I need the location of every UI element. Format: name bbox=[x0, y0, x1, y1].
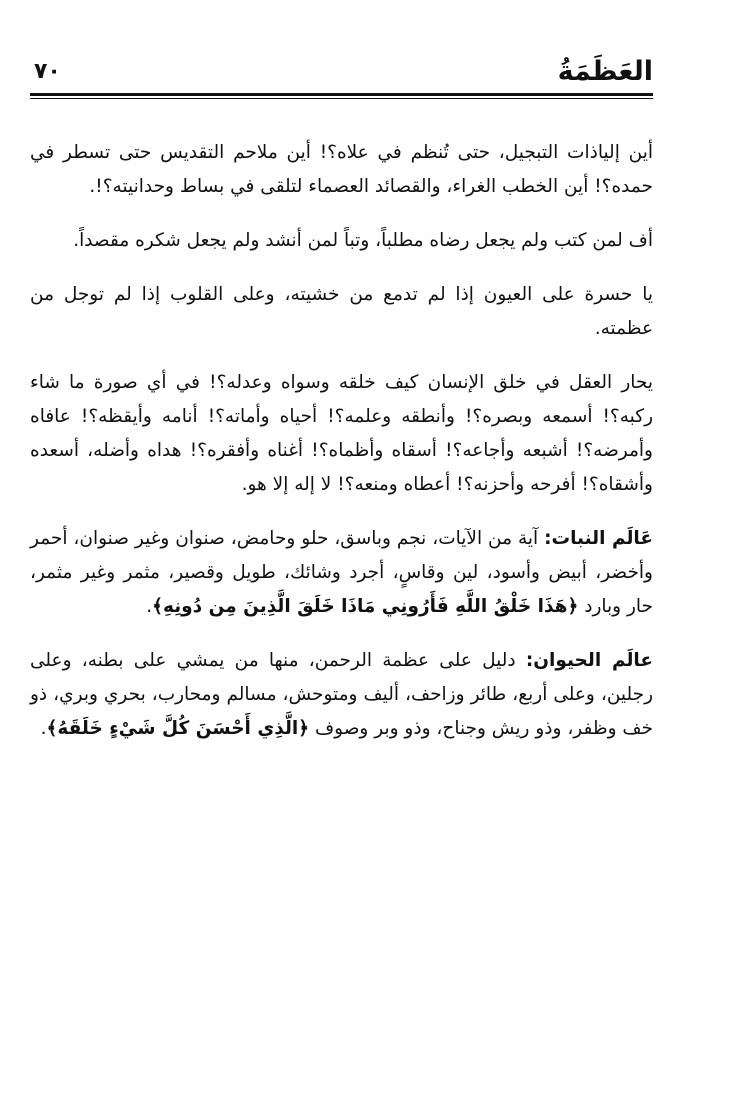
running-title: العَظَمَةُ bbox=[557, 56, 653, 87]
page-header bbox=[30, 52, 653, 92]
quran-verse: ﴿الَّذِي أَحْسَنَ كُلَّ شَيْءٍ خَلَقَهُ﴾ bbox=[46, 718, 310, 739]
body-text bbox=[30, 136, 653, 766]
paragraph-text: يا حسرة على العيون إذا لم تدمع من خشيته، وعلى القلوب إذا لم توجل من عظمته. bbox=[30, 284, 653, 339]
paragraph-human-creation bbox=[30, 366, 653, 502]
header-rule-thin bbox=[30, 98, 653, 99]
paragraph-end: . bbox=[146, 596, 153, 617]
header-rule-thick bbox=[30, 93, 653, 96]
quran-verse: ﴿هَذَا خَلْقُ اللَّهِ فَأَرُونِي مَاذَا خَلَقَ الَّذِينَ مِن دُونِهِ﴾ bbox=[152, 596, 579, 617]
paragraph-text: دليل على عظمة الرحمن، منها من يمشي على بطنه، وعلى رجلين، وعلى أربع، طائر وزاحف، أليف ومتوحش، مسالم ومحارب، بحري وبري، ذو خف وظفر، وذو ريش وجناح، وذو وبر وصوف bbox=[30, 650, 653, 739]
page-number: ٧٠ bbox=[34, 59, 61, 84]
paragraph-text: أين إلياذات التبجيل، حتى تُنظم في علاه؟! أين ملاحم التقديس حتى تسطر في حمده؟! أين الخطب الغراء، والقصائد العصماء لتلقى في بساط وحدانيته؟!. bbox=[30, 142, 653, 197]
paragraph-text: آية من الآيات، نجم وباسق، حلو وحامض، صنوان وغير صنوان، أحمر وأخضر، أبيض وأسود، لين وقاسٍ، أجرد وشائك، طويل وقصير، مثمر وغير مثمر، حار وبارد bbox=[30, 528, 653, 617]
paragraph-end: . bbox=[40, 718, 47, 739]
paragraph-text: يحار العقل في خلق الإنسان كيف خلقه وسواه وعدله؟! في أي صورة ما شاء ركبه؟! أسمعه وبصره؟! وأنطقه وعلمه؟! أحياه وأماته؟! أنامه وأيقظه؟! عافاه وأمرضه؟! أشبعه وأجاعه؟! أسقاه وأظماه؟! أغناه وأفقره؟! هداه وأضله، أسعده وأشقاه؟! أفرحه وأحزنه؟! أعطاه ومنعه؟! لا إله إلا هو. bbox=[30, 372, 653, 495]
section-lead: عَالَم النبات: bbox=[544, 528, 653, 549]
paragraph-regret bbox=[30, 278, 653, 346]
section-lead: عالَم الحيوان: bbox=[525, 650, 654, 671]
paragraph-praise bbox=[30, 136, 653, 204]
paragraph-plant-world bbox=[30, 522, 653, 624]
paragraph-text: أف لمن كتب ولم يجعل رضاه مطلباً، وتباً لمن أنشد ولم يجعل شكره مقصداً. bbox=[73, 230, 653, 251]
paragraph-animal-world bbox=[30, 644, 653, 746]
paragraph-woe bbox=[30, 224, 653, 258]
